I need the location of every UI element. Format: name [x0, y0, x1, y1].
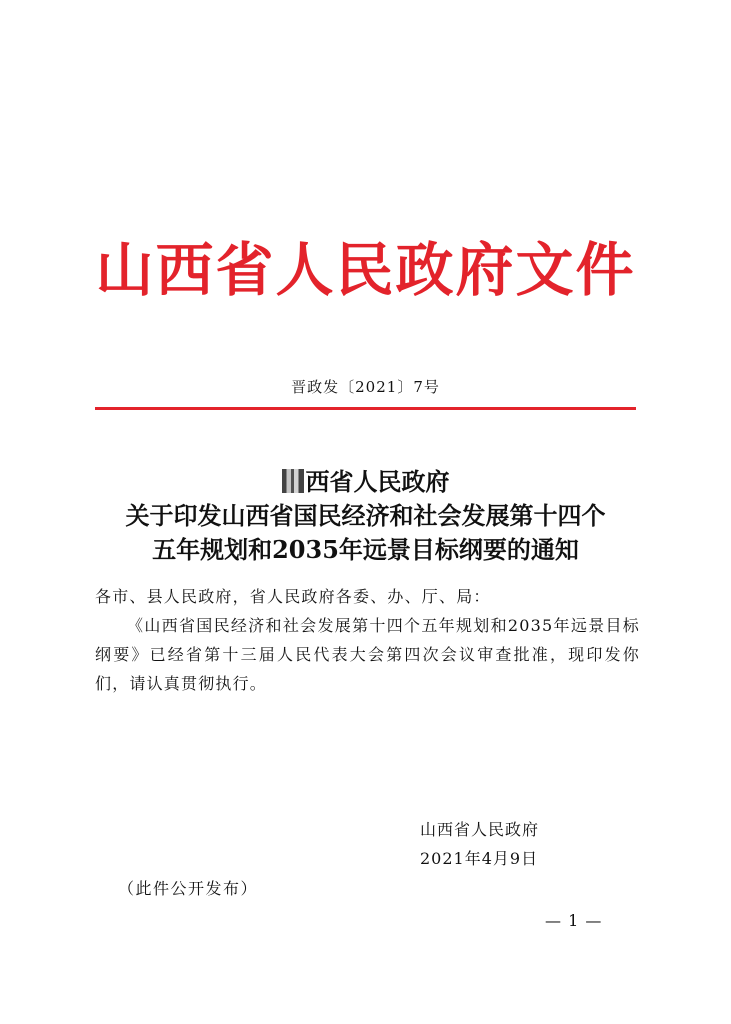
title-line-1-text: 西省人民政府: [305, 467, 450, 496]
release-note: （此件公开发布）: [118, 879, 259, 898]
redacted-character-icon: [282, 469, 304, 493]
signature-date: 2021年4月9日: [420, 849, 539, 868]
document-body: [95, 582, 640, 698]
red-separator-rule: [95, 407, 636, 410]
title-line-3: 五年规划和2035年远景目标纲要的通知: [152, 535, 579, 564]
title-line-2: 关于印发山西省国民经济和社会发展第十四个: [125, 501, 606, 530]
document-number: 晋政发〔2021〕7号: [291, 378, 440, 396]
page-number: — 1 —: [545, 911, 603, 930]
body-paragraph: 《山西省国民经济和社会发展第十四个五年规划和2035年远景目标纲要》已经省第十三届人民代表大会第四次会议审查批准，现印发你们，请认真贯彻执行。: [95, 616, 640, 693]
document-masthead: 山西省人民政府文件: [95, 236, 636, 304]
salutation: 各市、县人民政府，省人民政府各委、办、厅、局：: [95, 587, 491, 606]
signature-issuer: 山西省人民政府: [420, 820, 540, 839]
document-title: [40, 465, 691, 567]
title-line-1: [40, 465, 691, 499]
signature-block: [420, 815, 539, 873]
